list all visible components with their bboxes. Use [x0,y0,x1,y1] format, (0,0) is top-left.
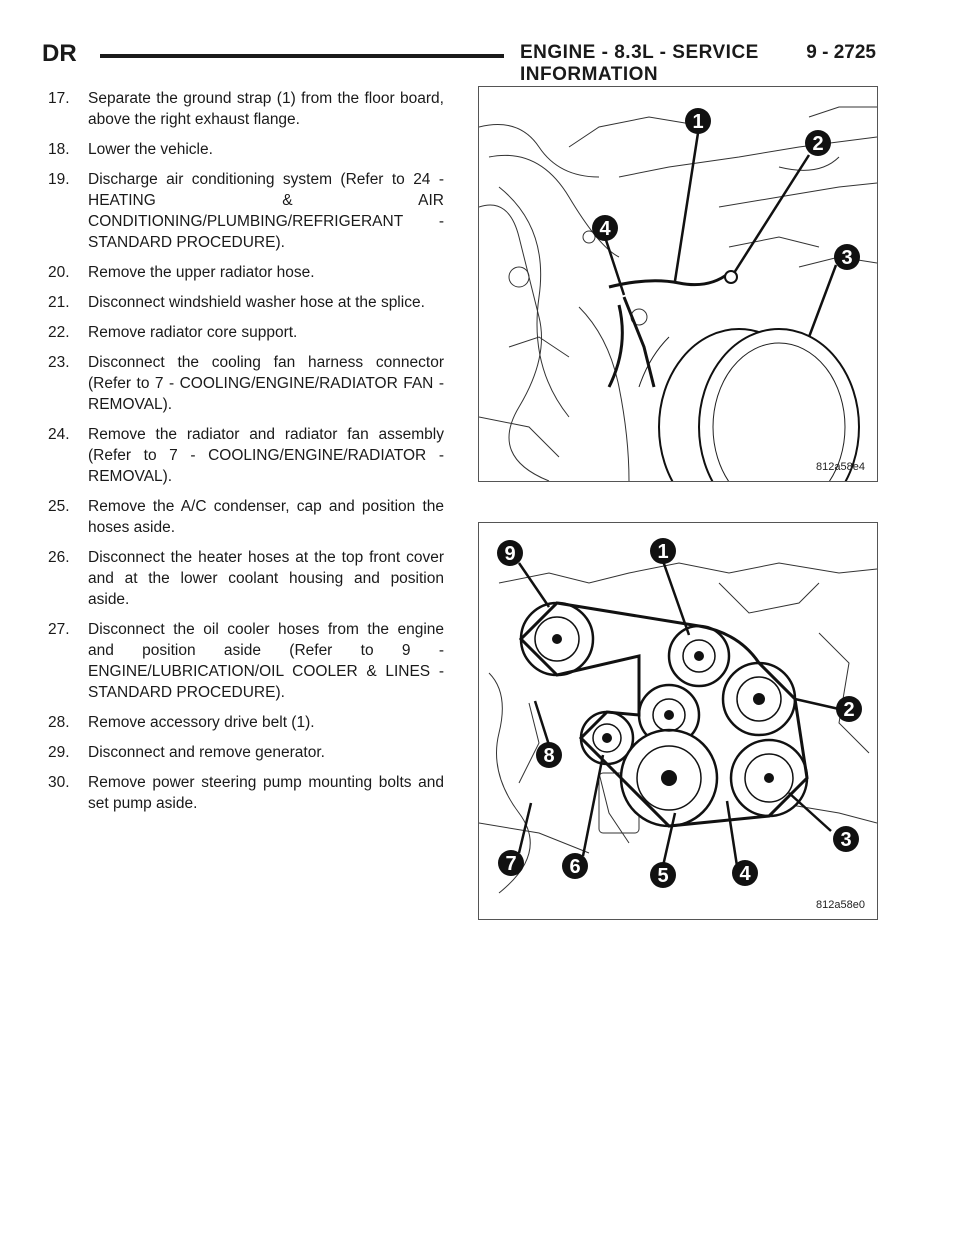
step-number: 21. [48,294,70,311]
svg-text:2: 2 [812,133,824,155]
step-18 [48,139,444,160]
page-title: ENGINE - 8.3L - SERVICE INFORMATION [520,42,759,85]
callout-2 [836,696,862,722]
step-20 [48,262,444,283]
step-22 [48,322,444,343]
callout-4 [592,215,618,241]
header-rule [100,54,504,58]
figure-code: 812a58e4 [816,461,865,473]
step-19 [48,169,444,253]
svg-text:4: 4 [739,863,751,885]
callout-4 [732,860,758,886]
callout-1 [685,108,711,134]
step-21 [48,292,444,313]
figure-code: 812a58e0 [816,899,865,911]
svg-text:8: 8 [543,745,555,767]
svg-text:1: 1 [692,111,704,133]
step-text: Remove the radiator and radiator fan assembly (Refer to 7 - COOLING/ENGINE/RADIATOR - REMOVAL). [88,426,444,485]
step-number: 23. [48,354,70,371]
step-text: Disconnect and remove generator. [88,744,325,761]
callout-5 [650,862,676,888]
step-number: 30. [48,774,70,791]
svg-text:3: 3 [841,247,853,269]
illustration-ground-strap [479,87,877,481]
step-number: 28. [48,714,70,731]
step-number: 24. [48,426,70,443]
page-header [42,40,876,85]
callout-3 [834,244,860,270]
svg-text:4: 4 [599,218,611,240]
step-text: Separate the ground strap (1) from the floor board, above the right exhaust flange. [88,90,444,128]
step-27 [48,619,444,703]
step-23 [48,352,444,415]
svg-text:2: 2 [843,699,855,721]
step-text: Remove the upper radiator hose. [88,264,315,281]
step-number: 25. [48,498,70,515]
illustration-drive-belt [479,523,877,919]
exhaust-flange [659,329,859,481]
step-text: Discharge air conditioning system (Refer to 24 - HEATING & AIR CONDITIONING/PLUMBING/REFRIGERANT - STANDARD PROCEDURE). [88,171,444,251]
page-number: 9 - 2725 [806,42,876,63]
svg-text:5: 5 [657,865,669,887]
step-number: 22. [48,324,70,341]
step-number: 29. [48,744,70,761]
step-25 [48,496,444,538]
callout-2 [805,130,831,156]
step-text: Lower the vehicle. [88,141,213,158]
step-text: Remove accessory drive belt (1). [88,714,315,731]
callout-7 [498,850,524,876]
step-text: Disconnect the heater hoses at the top front cover and at the lower coolant housing and position aside. [88,549,444,608]
step-17 [48,88,444,130]
callout-9 [497,540,523,566]
callout-1 [650,538,676,564]
step-30 [48,772,444,814]
step-number: 19. [48,171,70,188]
step-number: 20. [48,264,70,281]
step-number: 17. [48,90,70,107]
callout-3 [833,826,859,852]
section-code: DR [42,40,77,67]
step-number: 18. [48,141,70,158]
callout-8 [536,742,562,768]
figure-ground-strap [478,86,878,482]
step-text: Remove radiator core support. [88,324,298,341]
step-text: Disconnect the oil cooler hoses from the engine and position aside (Refer to 9 - ENGINE/LUBRICATION/OIL COOLER & LINES - STANDARD PROCEDURE). [88,621,444,701]
procedure-steps [48,88,444,823]
step-24 [48,424,444,487]
step-28 [48,712,444,733]
step-26 [48,547,444,610]
step-text: Disconnect windshield washer hose at the splice. [88,294,425,311]
svg-text:9: 9 [504,543,516,565]
step-text: Remove power steering pump mounting bolts and set pump aside. [88,774,444,812]
step-29 [48,742,444,763]
step-number: 26. [48,549,70,566]
figure-accessory-drive-belt [478,522,878,920]
step-text: Remove the A/C condenser, cap and position the hoses aside. [88,498,444,536]
step-number: 27. [48,621,70,638]
svg-text:7: 7 [505,853,517,875]
svg-text:6: 6 [569,856,581,878]
step-text: Disconnect the cooling fan harness connector (Refer to 7 - COOLING/ENGINE/RADIATOR FAN - REMOVAL). [88,354,444,413]
svg-text:1: 1 [657,541,669,563]
svg-text:3: 3 [840,829,852,851]
callout-6 [562,853,588,879]
